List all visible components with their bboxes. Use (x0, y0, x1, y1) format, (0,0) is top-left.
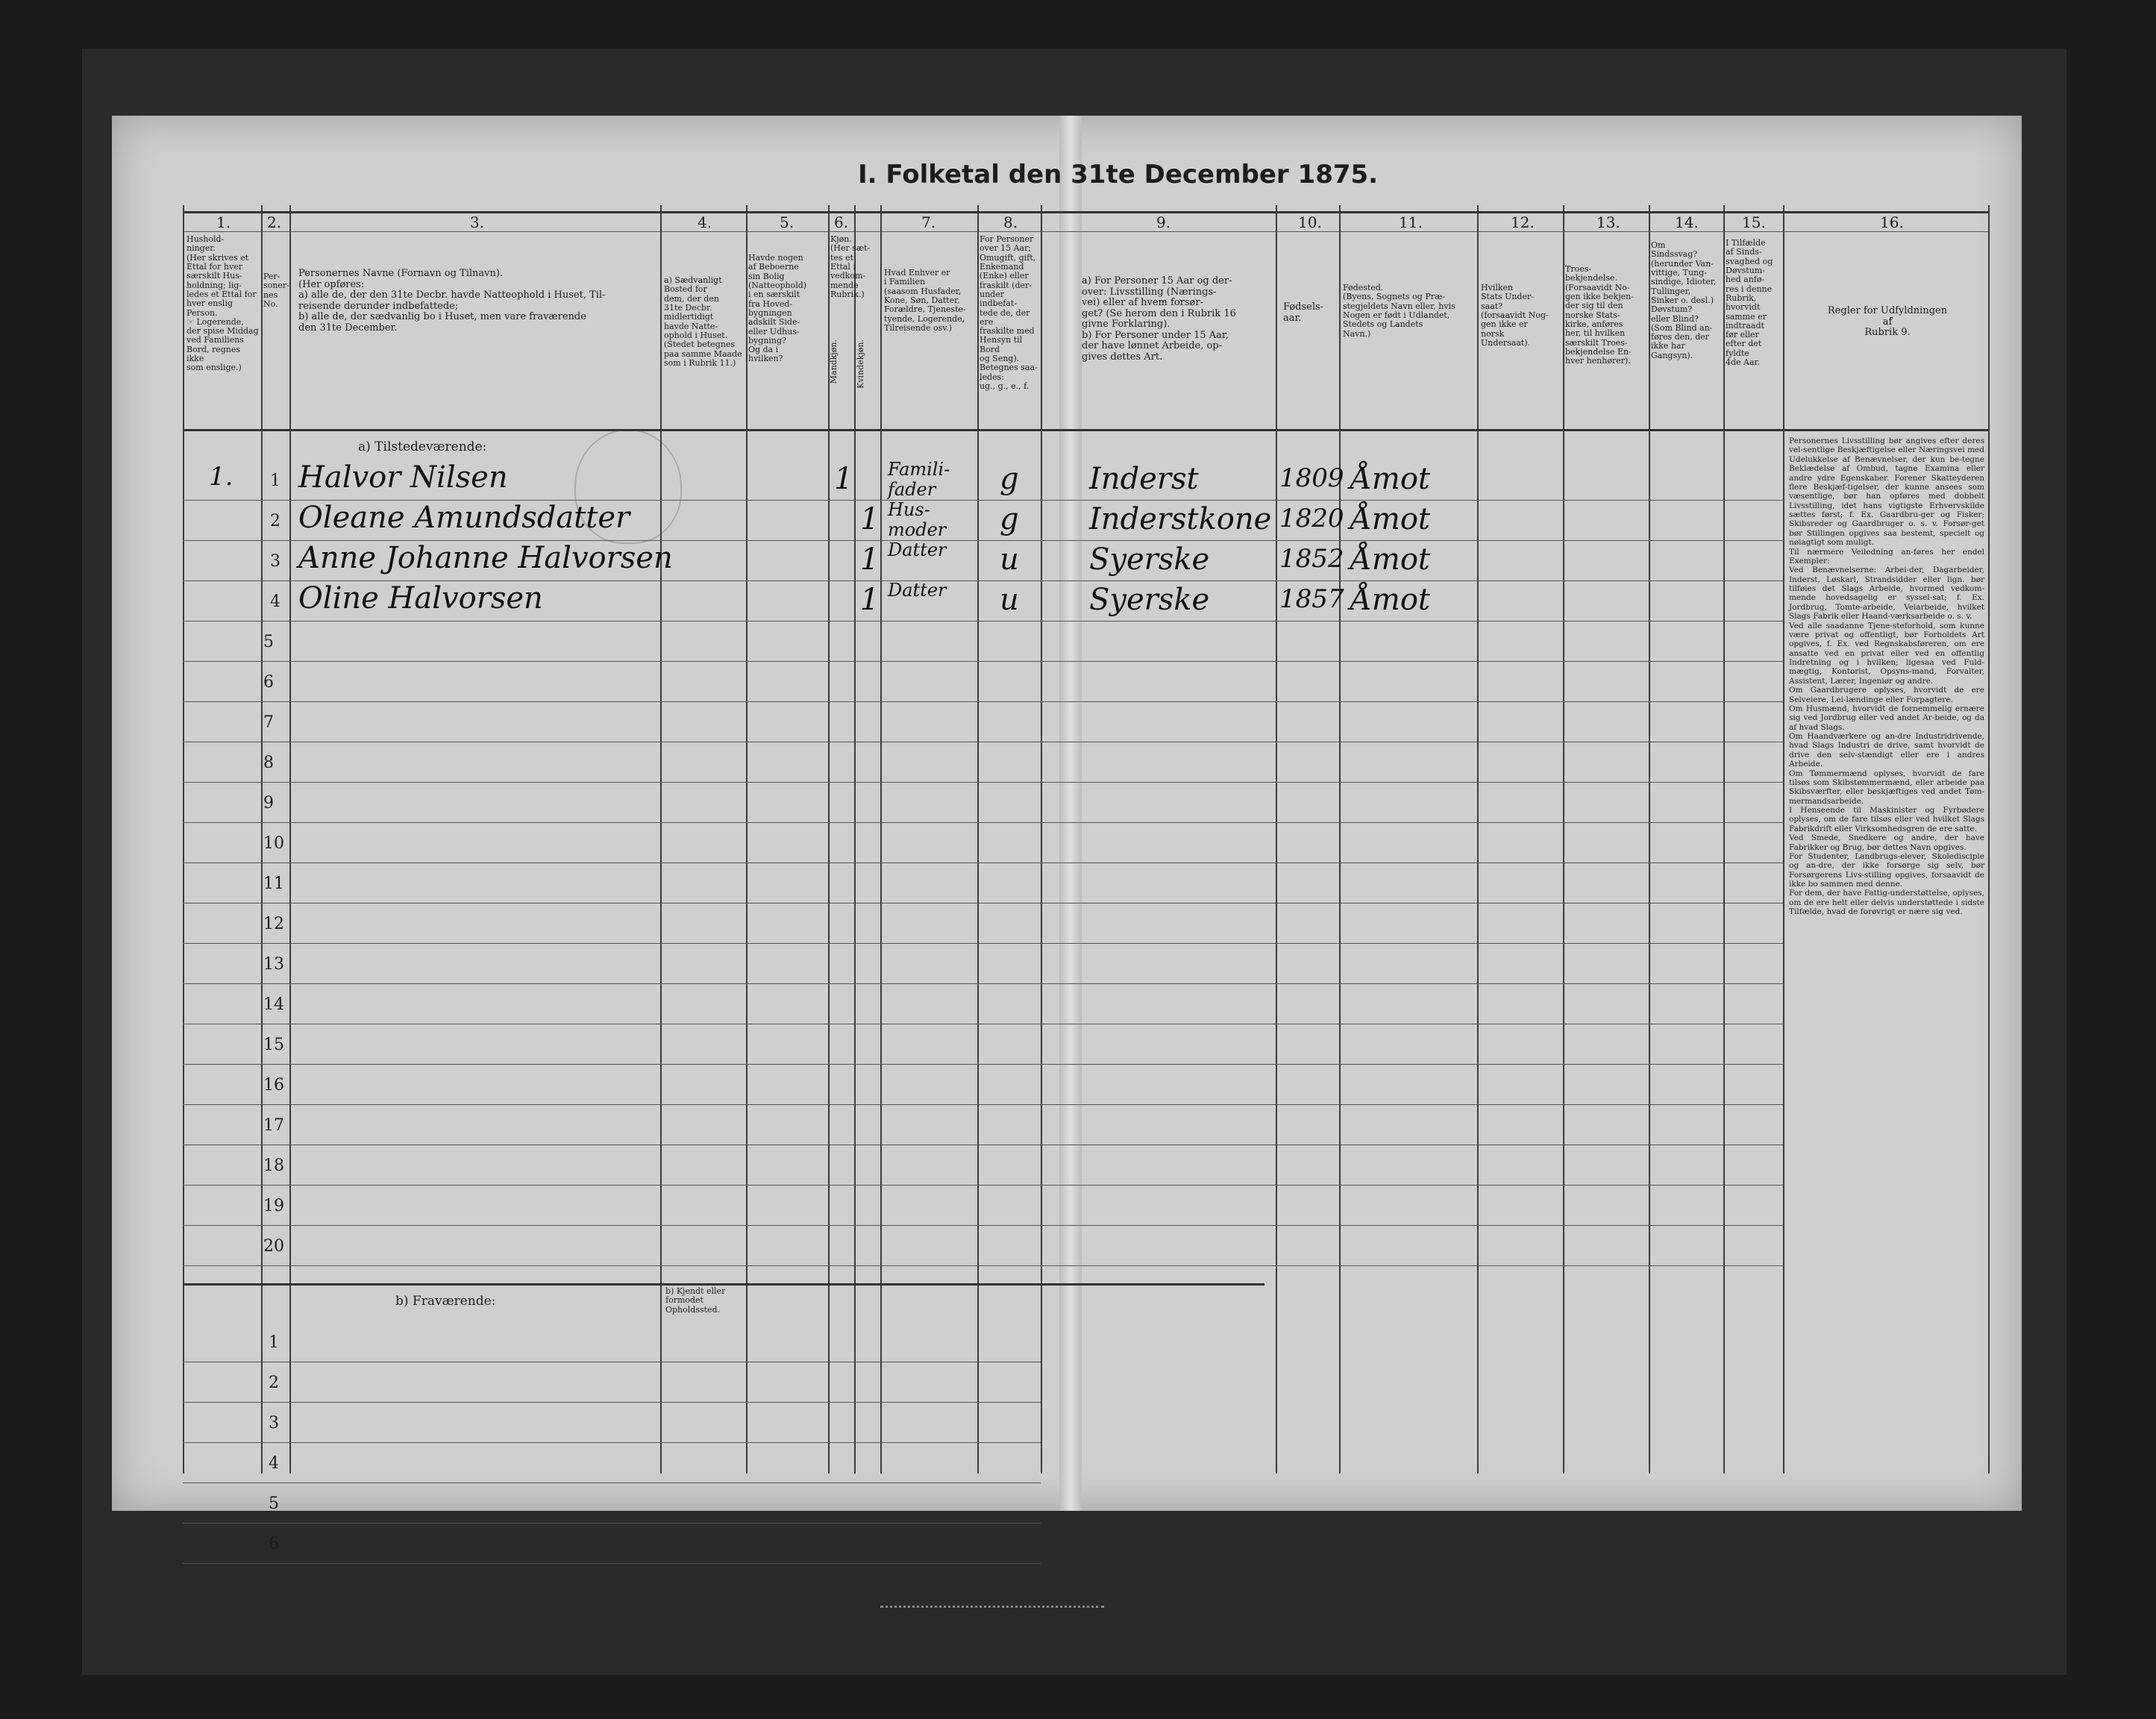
header-names: Personernes Navne (Fornavn og Tilnavn). (Her opføres: a) alle de, der den 31te Decbr. havde Natteophold i Huset, Til- reisende derunder indbefattede; b) alle de, der sædvanlig bo i Huset, men vare fraværende den 31te December. (298, 268, 606, 334)
scan-mark (880, 1597, 1104, 1608)
row-number: 10 (263, 834, 284, 853)
row-number: 15 (263, 1036, 284, 1054)
absent-rule (183, 1283, 1265, 1286)
header-top-rule (183, 211, 1988, 213)
header-disability: Om Sindssvag? (herunder Van- vittige, Tung- sindige, Idioter, Tullinger, Sinker o. desl.) Døvstum? eller Blind? (Som Blind an- føres den, der ikke har Gangsyn). (1651, 240, 1717, 360)
bleed-through (433, 720, 918, 1108)
person-name: Halvor Nilsen (298, 460, 508, 495)
male-mark: 1 (834, 462, 853, 496)
absent-row-number: 5 (269, 1494, 279, 1513)
header-person-no: Per- soner- nes No. (263, 272, 289, 309)
family-role: Famili- fader (888, 459, 950, 500)
colnum: 4. (698, 213, 712, 231)
civil-status: u (1000, 542, 1019, 577)
row-number: 16 (263, 1076, 284, 1095)
birth-year: 1820 (1279, 504, 1344, 533)
header-female: Kvindekjøn. (856, 339, 865, 389)
family-role: Datter (888, 539, 947, 560)
person-number: 4 (270, 592, 281, 611)
person-name: Oleane Amundsdatter (298, 501, 630, 535)
birth-year: 1852 (1279, 544, 1344, 574)
row-rule (183, 1064, 1783, 1065)
colnum-rule (183, 231, 1988, 232)
vrule (1276, 205, 1277, 1474)
header-occupation: a) For Personer 15 Aar og der- over: Livsstilling (Nærings- vei) eller af hvem forsør- get? (Se herom den i Rubrik 16 givne Forklaring). b) For Personer under 15 Aar, der have lønnet Arbeide, op- gives dettes Art. (1082, 275, 1236, 363)
colnum: 5. (780, 213, 795, 231)
row-rule (183, 862, 1783, 863)
birth-year: 1857 (1279, 584, 1344, 614)
row-number: 6 (263, 673, 274, 692)
occupation: Syerske (1089, 542, 1210, 577)
vrule (1649, 205, 1650, 1474)
occupation: Inderstkone (1089, 502, 1272, 536)
row-number: 5 (263, 633, 274, 651)
page-spine (1059, 116, 1082, 1511)
person-name: Anne Johanne Halvorsen (298, 541, 673, 575)
absent-row-number: 1 (269, 1333, 279, 1352)
person-number: 2 (270, 512, 281, 530)
header-onset: I Tilfælde af Sinds- svaghed og Døvstum- hed anfø- res i denne Rubrik, hvorvidt samme er indtraadt før eller efter det fyldte 4de Aar. (1726, 238, 1773, 368)
birthplace: Åmot (1350, 542, 1430, 577)
occupation: Syerske (1089, 583, 1210, 617)
row-rule (183, 1104, 1783, 1105)
colnum: 8. (1003, 213, 1018, 231)
family-role: Hus- moder (888, 499, 947, 540)
civil-status: g (1000, 502, 1019, 536)
female-mark: 1 (860, 583, 880, 617)
row-rule (183, 701, 1783, 702)
row-rule (183, 1185, 1783, 1186)
civil-status: u (1000, 583, 1019, 617)
row-number: 7 (263, 713, 274, 732)
vrule (1563, 205, 1564, 1474)
vrule (1339, 205, 1341, 1474)
header-usual-residence: a) Sædvanligt Bosted for dem, der den 31te Decbr. midlertidigt havde Natte- ophold i Huset. (Stedet betegnes paa samme Maade som i Rubrik 11.) (664, 275, 742, 368)
header-households: Hushold- ninger. (Her skrives et Ettal for hver særskilt Hus- holdning; lig- ledes et Ettal for hver enslig Person. ☞ Logerende, der spise Middag ved Familiens Bord, regnes ikke som enslige.) (187, 234, 259, 373)
row-rule (183, 1225, 1783, 1226)
row-number: 19 (263, 1197, 284, 1215)
header-birth-year: Fødsels- aar. (1283, 301, 1324, 324)
header-outbuilding: Havde nogen af Beboerne sin Bolig (Natteophold) i en særskilt fra Hoved- bygningen adskilt Side- eller Udhus- bygning? Og da i hvilken? (748, 253, 807, 364)
row-rule (183, 1442, 1041, 1443)
header-citizenship: Hvilken Stats Under- saat? (forsaavidt Nog- gen ikke er norsk Undersaat). (1481, 283, 1549, 348)
row-number: 18 (263, 1156, 284, 1175)
row-number: 17 (263, 1116, 284, 1135)
header-birthplace: Fødested. (Byens, Sognets og Præ- stegjeldets Navn eller, hvis Nogen er født i Udlandet, Stedets og Landets Navn.) (1343, 283, 1455, 339)
header-civil-status: For Personer over 15 Aar; Omugift, gift, Enkemand (Enke) eller fraskilt (der- under indbefat- tede de, der ere fraskilte med Hensyn til Bord og Seng). Betegnes saa- ledes: ug., g., e., f. (980, 234, 1038, 391)
colnum: 12. (1511, 213, 1535, 231)
vrule (1783, 205, 1784, 1474)
absent-row-number: 6 (269, 1535, 279, 1553)
row-number: 20 (263, 1237, 284, 1256)
rules-text: Personernes Livsstilling bør angives efter deres vel-sentlige Beskjæftigelse eller Næringsvei med Udelukkelse af Benævnelser, der kun be-tegne Beklædelse af Ombud, tagne Examina eller andre ydre Egenskaber. Forener Skatteyderen flere Beskjæf-tigelser, der kunne ansees som væsentlige, bør han opføres med dobbelt Livsstilling, idet hans vigtigste Erhvervskilde sættes først; f. Ex. Gaardbru-ger og Fisker; Skibsreder og Gaardbruger o. s. v. Forsør-get bør Stillingen opgives saa bestemt, specielt og nøiagtigt som muligt. Til nærmere Veiledning an-føres her endel Exempler: Ved Benævnelserne: Arbei-der, Dagarbeider, Inderst, Løskarl, Strandsidder eller lign. bør tilføies det Slags Arbeide, hvormed vedkom-mende hovedsagelig er syssel-sat; f. Ex. Jordbrug, Tomte-arbeide, Veiarbeide, hvilket Slags Fabrik eller Haand-værksarbeide o. s. v. Ved alle saadanne Tjene-steforhold, som kunne være privat og offentligt, bør Forholdets Art opgives, f. Ex. ved Regnskabsføreren, om ere ansatte ved en privat eller ved en offentlig Indretning og i hvilken; ligesaa ved Fuld-mægtig, Kontorist, Opsyns-mand, Forvalter, Assistent, Lærer, Ingeniør og andre. Om Gaardbrugere oplyses, hvorvidt de ere Selveiere, Lei-lændinge eller Forpagtere. Om Husmænd, hvorvidt de fornemmelig ernære sig ved Jordbrug eller ved andet Ar-beide, og da af hvad Slags. Om Haandværkere og an-dre Industridrivende, hvad Slags Industri de drive, samt hvorvidt de drive den selv-stændigt eller ere i andres Arbeide. Om Tømmermænd oplyses, hvorvidt de fare tilsøs som Skibstømmermænd, eller arbeide paa Skibsværfter, eller beskjæftiges ved andet Tøm-mermandsarbeide. I Henseende til Maskinister og Fyrbødere oplyses, om de fare tilsøs eller ved hvilket Slags Fabrikdrift eller Virksomhedsgren de ere satte. Ved Smede, Snedkere og andre, der have Fabrikker og Brug, bør dettes Navn opgives. For Studenter, Landbrugs-elever, Skoledisciple og an-dre, der ikke forsørge sig selv, bør Forsørgerens Livs-stilling opgives, forsaavidt de ikke bo sammen med denne. For dem, der have Fattig-understøttelse, oplyses, om de ere helt eller delvis understøttede i sidste Tilfælde, hvad de forøvrigt er nære sig ved. (1789, 436, 1985, 917)
row-number: 11 (263, 874, 284, 893)
absent-location-header: b) Kjendt eller formodet Opholdssted. (665, 1286, 726, 1315)
colnum: 13. (1596, 213, 1620, 231)
female-mark: 1 (860, 502, 880, 536)
row-rule (183, 822, 1783, 823)
family-role: Datter (888, 580, 947, 601)
row-rule (183, 1265, 1783, 1266)
vrule (1723, 205, 1725, 1474)
row-number: 8 (263, 754, 274, 772)
row-rule (183, 1402, 1041, 1403)
colnum: 14. (1675, 213, 1699, 231)
vrule (1988, 205, 1990, 1474)
person-number: 1 (270, 472, 281, 490)
row-rule (183, 1482, 1041, 1483)
header-bottom-rule (183, 429, 1988, 431)
row-rule (183, 943, 1783, 944)
colnum: 16. (1880, 213, 1904, 231)
female-mark: 1 (860, 542, 880, 577)
household-mark: 1. (209, 462, 234, 492)
colnum: 1. (216, 213, 231, 231)
colnum: 6. (834, 213, 849, 231)
row-number: 9 (263, 794, 274, 812)
page-title: I. Folketal den 31te December 1875. (858, 160, 1379, 190)
header-sex: Kjøn. (Her sæt- tes et Ettal i vedkom- mende Rubrik.) (830, 234, 871, 299)
census-sheet (112, 116, 2022, 1553)
absent-row-number: 3 (269, 1414, 279, 1432)
header-male: Mandkjøn. (829, 339, 839, 384)
row-number: 14 (263, 995, 284, 1014)
header-rules: Regler for Udfyldningen af Rubrik 9. (1827, 305, 1948, 339)
birthplace: Åmot (1350, 502, 1430, 536)
occupation: Inderst (1089, 462, 1199, 496)
section-absent: b) Fraværende: (395, 1294, 496, 1309)
colnum: 9. (1156, 213, 1171, 231)
row-number: 13 (263, 955, 284, 974)
colnum: 2. (267, 213, 282, 231)
row-rule (183, 983, 1783, 984)
row-rule (183, 1523, 1041, 1524)
birthplace: Åmot (1350, 583, 1430, 617)
civil-status: g (1000, 462, 1019, 496)
absent-row-number: 2 (269, 1374, 279, 1392)
absent-row-number: 4 (269, 1454, 279, 1473)
birthplace: Åmot (1350, 462, 1430, 496)
colnum: 3. (470, 213, 485, 231)
row-rule (183, 782, 1783, 783)
vrule (1477, 205, 1479, 1474)
row-number: 12 (263, 915, 284, 933)
header-religion: Troes- bekjendelse. (Forsaavidt No- gen ikke bekjen- der sig til den norske Stats- kirke, anføres her, til hvilken særskilt Troes- bekjendelse En- hver henhører). (1565, 264, 1634, 366)
section-present: a) Tilstedeværende: (358, 439, 487, 454)
row-rule (183, 1563, 1041, 1564)
colnum: 15. (1742, 213, 1766, 231)
colnum: 11. (1399, 213, 1423, 231)
birth-year: 1809 (1279, 463, 1344, 493)
person-number: 3 (270, 552, 281, 571)
row-rule (183, 661, 1783, 662)
person-name: Oline Halvorsen (298, 581, 543, 616)
header-family-role: Hvad Enhver er i Familien (saasom Husfader, Kone, Søn, Datter, Forældre, Tjeneste- tyende, Logerende, Tilreisende osv.) (884, 268, 966, 333)
colnum: 10. (1298, 213, 1322, 231)
row-rule (183, 903, 1783, 904)
colnum: 7. (921, 213, 936, 231)
